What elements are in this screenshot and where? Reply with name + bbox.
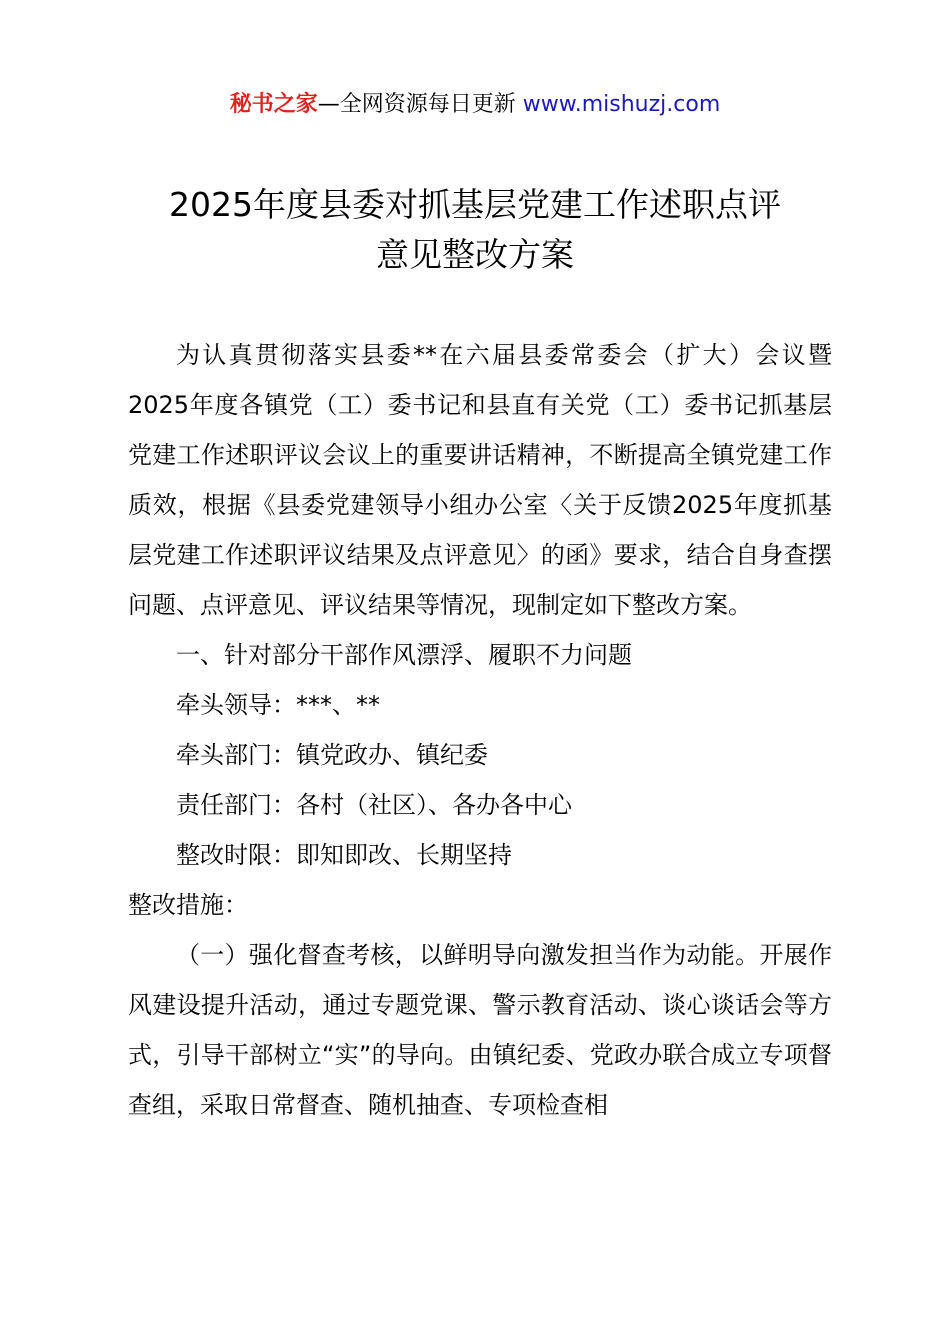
lead-leader-line: 牵头领导：***、** [176,691,380,719]
responsible-department-line: 责任部门：各村（社区）、各办各中心 [176,791,572,819]
section-1-heading: 一、针对部分干部作风漂浮、履职不力问题 [176,641,632,669]
title-line-2: 意见整改方案 [376,235,574,274]
watermark-header [0,88,950,122]
brand-name: 秘书之家 [229,92,318,117]
document-body [128,330,832,1130]
site-url: www.mishuzj.com [522,92,721,117]
document-title [0,180,950,280]
intro-paragraph: 为认真贯彻落实县委**在六届县委常委会（扩大）会议暨2025年度各镇党（工）委书记和县直有关党（工）委书记抓基层党建工作述职评议会议上的重要讲话精神，不断提高全镇党建工作质效，根据《县委党建领导小组办公室〈关于反馈2025年度抓基层党建工作述职评议结果及点评意见〉的函》要求，结合自身查摆问题、点评意见、评议结果等情况，现制定如下整改方案。 [128,341,832,619]
measure-1-paragraph: （一）强化督查考核，以鲜明导向激发担当作为动能。开展作风建设提升活动，通过专题党课、警示教育活动、谈心谈话会等方式，引导干部树立“实”的导向。由镇纪委、党政办联合成立专项督查组，采取日常督查、随机抽查、专项检查相 [128,941,832,1119]
title-line-1: 2025年度县委对抓基层党建工作述职点评 [169,185,781,224]
deadline-line: 整改时限：即知即改、长期坚持 [176,841,512,869]
measures-label: 整改措施： [128,891,248,919]
lead-department-line: 牵头部门：镇党政办、镇纪委 [176,741,488,769]
header-tagline: —全网资源每日更新 [317,92,523,117]
